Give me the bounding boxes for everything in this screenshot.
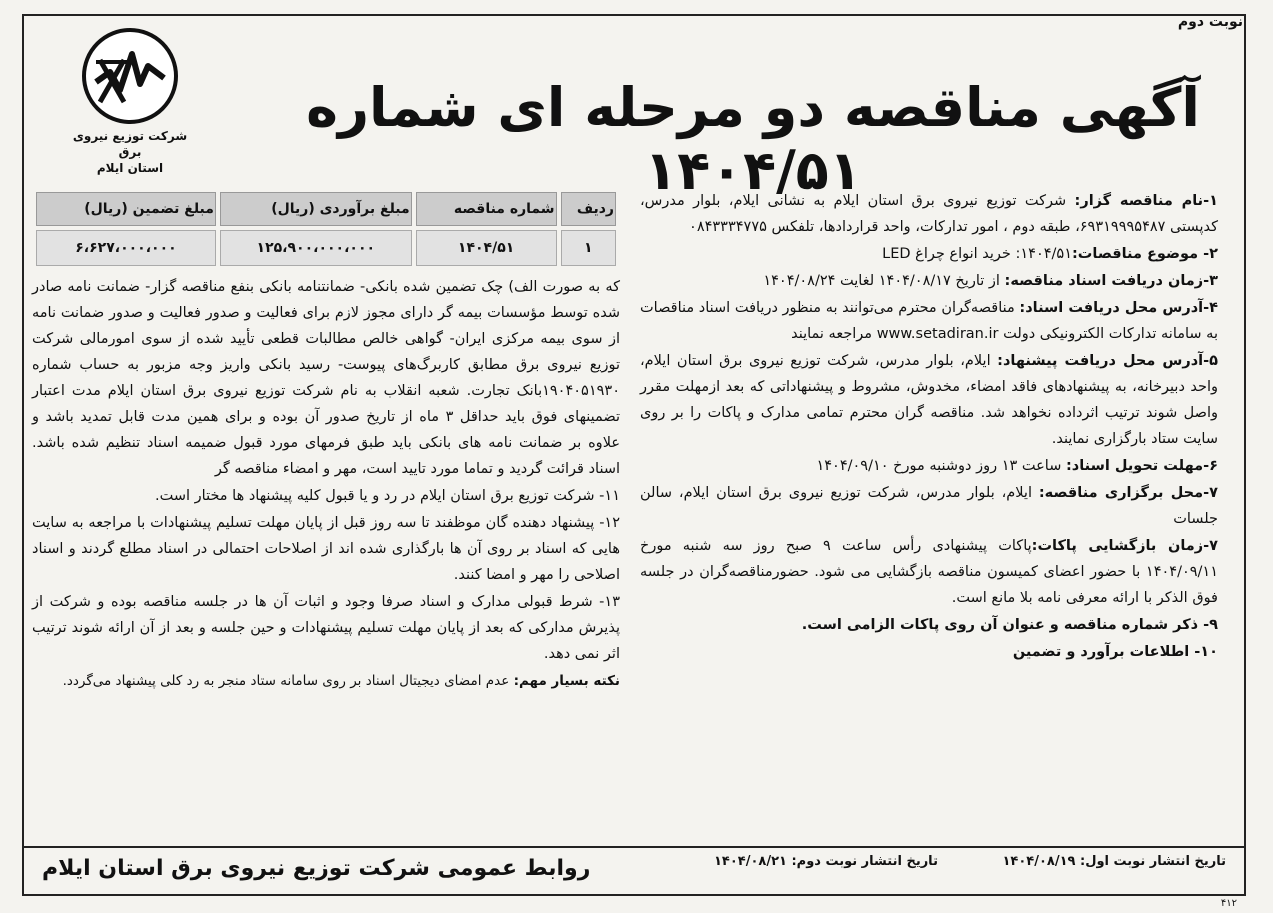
- logo-org-line2: استان ایلام: [96, 161, 164, 175]
- paragraph-text: ۱۴۰۴/۵۱: خرید انواع چراغ LED: [882, 246, 1072, 262]
- paragraph-label: ۱۰- اطلاعات برآورد و تضمین: [1012, 644, 1218, 660]
- paragraph-label: ۹- ذکر شماره مناقصه و عنوان آن روی پاکات الزامی است.: [801, 617, 1218, 633]
- logo-org-text: [60, 128, 200, 176]
- right-paragraph: [640, 188, 1218, 240]
- table-header-row-num: ردیف: [561, 192, 616, 226]
- right-paragraph: [640, 348, 1218, 452]
- paragraph-label: ۶-مهلت تحویل اسناد:: [1066, 458, 1218, 474]
- right-paragraph: [640, 241, 1218, 267]
- table-header-guarantee: مبلغ تضمین (ریال): [36, 192, 216, 226]
- table-cell-row-num: ۱: [561, 230, 616, 266]
- company-logo: [60, 28, 200, 176]
- footer: [22, 846, 1246, 896]
- publish-date-1: تاریخ انتشار نوبت اول: ۱۴۰۴/۰۸/۱۹: [1002, 854, 1226, 869]
- paragraph-label: ۴-آدرس محل دریافت اسناد:: [1019, 300, 1218, 316]
- paragraph-text: از تاریخ ۱۴۰۴/۰۸/۱۷ لغایت ۱۴۰۴/۰۸/۲۴: [763, 273, 1005, 289]
- note-label: نکته بسیار مهم:: [513, 673, 620, 689]
- paragraph-text: ۱۲- پیشنهاد دهنده گان موظفند تا سه روز قبل از پایان مهلت تسلیم پیشنهادات با مراجعه به سایت هایی که اسناد بر روی آن ها بارگذاری شده اند از اصلاحات احتمالی در اسناد مطلع گردند و اسناد اصلاحی را مهر و امضا کنند.: [32, 515, 620, 583]
- paragraph-text: پاکات پیشنهادی رأس ساعت ۹ صبح روز سه شنبه مورخ ۱۴۰۴/۰۹/۱۱ با حضور اعضای کمیسون مناقصه بازگشایی می شود. حضورمناقصه‌گران در جلسه فوق الذکر با ارائه معرفی نامه بلا مانع است.: [640, 538, 1218, 606]
- right-paragraph: [640, 639, 1218, 665]
- paragraph-label: ۲- موضوع مناقصات:: [1072, 246, 1218, 262]
- note-text: عدم امضای دیجیتال اسناد بر روی سامانه ستاد منجر به رد کلی پیشنهاد می‌گردد.: [62, 673, 514, 689]
- paragraph-text: ساعت ۱۳ روز دوشنبه مورخ ۱۴۰۴/۰۹/۱۰: [816, 458, 1066, 474]
- important-note: [32, 668, 620, 694]
- paragraph-text: ایلام، بلوار مدرس، شرکت توزیع نیروی برق استان ایلام، سالن جلسات: [640, 485, 1218, 527]
- publish-date-2: تاریخ انتشار نوبت دوم: ۱۴۰۴/۰۸/۲۱: [713, 854, 938, 869]
- left-paragraph: [32, 589, 620, 667]
- right-paragraph: [640, 453, 1218, 479]
- paragraph-text: شرکت توزیع نیروی برق استان ایلام به نشانی ایلام، بلوار مدرس، کدپستی ۶۹۳۱۹۹۹۵۴۸۷، طبقه دوم ، امور تدارکات، واحد قراردادها، تلفکس ۰۸۴۳۳۳۴۷۷۵: [640, 193, 1218, 235]
- left-paragraph: [32, 483, 620, 509]
- left-column: [32, 188, 620, 695]
- publish-dates: [654, 854, 1226, 869]
- paragraph-text: ایلام، بلوار مدرس، شرکت توزیع نیروی برق استان ایلام، واحد دبیرخانه، به پیشنهادهای فاقد امضاء، مخدوش، مشروط و پیشنهاداتی که بعد ازمهلت مقرر واصل شوند ترتیب اثرداده نخواهد شد. مناقصه گران محترم تمامی مدارک و پاکات را بر روی سایت ستاد بارگزاری نمایند.: [640, 353, 1218, 447]
- paragraph-label: ۳-زمان دریافت اسناد مناقصه:: [1004, 273, 1218, 289]
- page-number: ۴۱۲: [1220, 898, 1237, 909]
- paragraph-label: ۷-زمان بازگشایی پاکات:: [1031, 538, 1218, 554]
- right-paragraph: [640, 480, 1218, 532]
- right-paragraph: [640, 533, 1218, 611]
- right-paragraph: [640, 268, 1218, 294]
- power-logo-icon: [82, 28, 178, 124]
- tender-table: [32, 188, 620, 270]
- paragraph-label: ۱-نام مناقصه گزار:: [1074, 193, 1218, 209]
- left-paragraph: [32, 510, 620, 588]
- paragraph-text: که به صورت الف) چک تضمین شده بانکی- ضمانتنامه بانکی بنفع مناقصه گزار- ضمانت نامه صادر شده توسط مؤسسات بیمه گر دارای مجوز لازم برای فعالیت و صدور فعالیت و صدور ضمانت نامه از سوی بیمه مرکزی ایران- گواهی خالص مطالبات قطعی تأیید شده از سوی امورمالی شرکت توزیع نیروی برق مطابق کاربرگ‌های پیوست- رسید بانکی واریز وجه مزبور به حساب شماره ۱۹۰۴۰۵۱۹۳۰بانک تجارت. شعبه انقلاب به نام شرکت توزیع نیروی برق استان ایلام مدت اعتبار تضمینهای فوق باید حداقل ۳ ماه از تاریخ صدور آن بوده و برای همین مدت قابل تمدید باشد و علاوه بر ضمانت نامه های بانکی باید طبق فرمهای مورد قبول ضمیمه اسناد تنظیم شده باشد. اسناد قرائت گردید و تماما مورد تایید است، مهر و امضاء مناقصه گر: [32, 279, 621, 477]
- paragraph-text: مناقصه‌گران محترم می‌توانند به منظور دریافت اسناد مناقصات به سامانه تدارکات الکترونیکی دولت www.setadiran.ir مراجعه نمایند: [640, 300, 1218, 342]
- left-paragraphs: [32, 274, 620, 667]
- table-cell-estimate: ۱۲۵،۹۰۰،۰۰۰،۰۰۰: [220, 230, 412, 266]
- paragraph-text: ۱۳- شرط قبولی مدارک و اسناد صرفا وجود و اثبات آن ها در جلسه مناقصه بوده و شرکت از پذیرش مدارکی که بعد از پایان مهلت تسلیم پیشنهادات و حین جلسه و بعد از آن ارائه شوند ترتیب اثر نمی دهد.: [32, 594, 620, 662]
- round-tag: نوبت دوم: [1177, 14, 1243, 30]
- paragraph-label: ۵-آدرس محل دریافت پیشنهاد:: [997, 353, 1218, 369]
- right-paragraph: [640, 612, 1218, 638]
- right-paragraph: [640, 295, 1218, 347]
- left-paragraph: [32, 274, 620, 482]
- public-relations-org: روابط عمومی شرکت توزیع نیروی برق استان ایلام: [42, 856, 591, 881]
- paragraph-label: ۷-محل برگزاری مناقصه:: [1038, 485, 1218, 501]
- table-header-estimate: مبلغ برآوردی (ریال): [220, 192, 412, 226]
- paragraph-text: ۱۱- شرکت توزیع برق استان ایلام در رد و یا قبول کلیه پیشنهاد ها مختار است.: [155, 488, 620, 504]
- table-row: [36, 230, 616, 266]
- table-cell-guarantee: ۶،۶۲۷،۰۰۰،۰۰۰: [36, 230, 216, 266]
- logo-org-line1: شرکت توزیع نیروی برق: [72, 129, 188, 159]
- right-column: [640, 188, 1218, 666]
- table-header-tender-num: شماره مناقصه: [416, 192, 557, 226]
- ad-title: آگهی مناقصه دو مرحله ای شماره ۱۴۰۴/۵۱: [306, 76, 1200, 202]
- table-cell-tender-num: ۱۴۰۴/۵۱: [416, 230, 557, 266]
